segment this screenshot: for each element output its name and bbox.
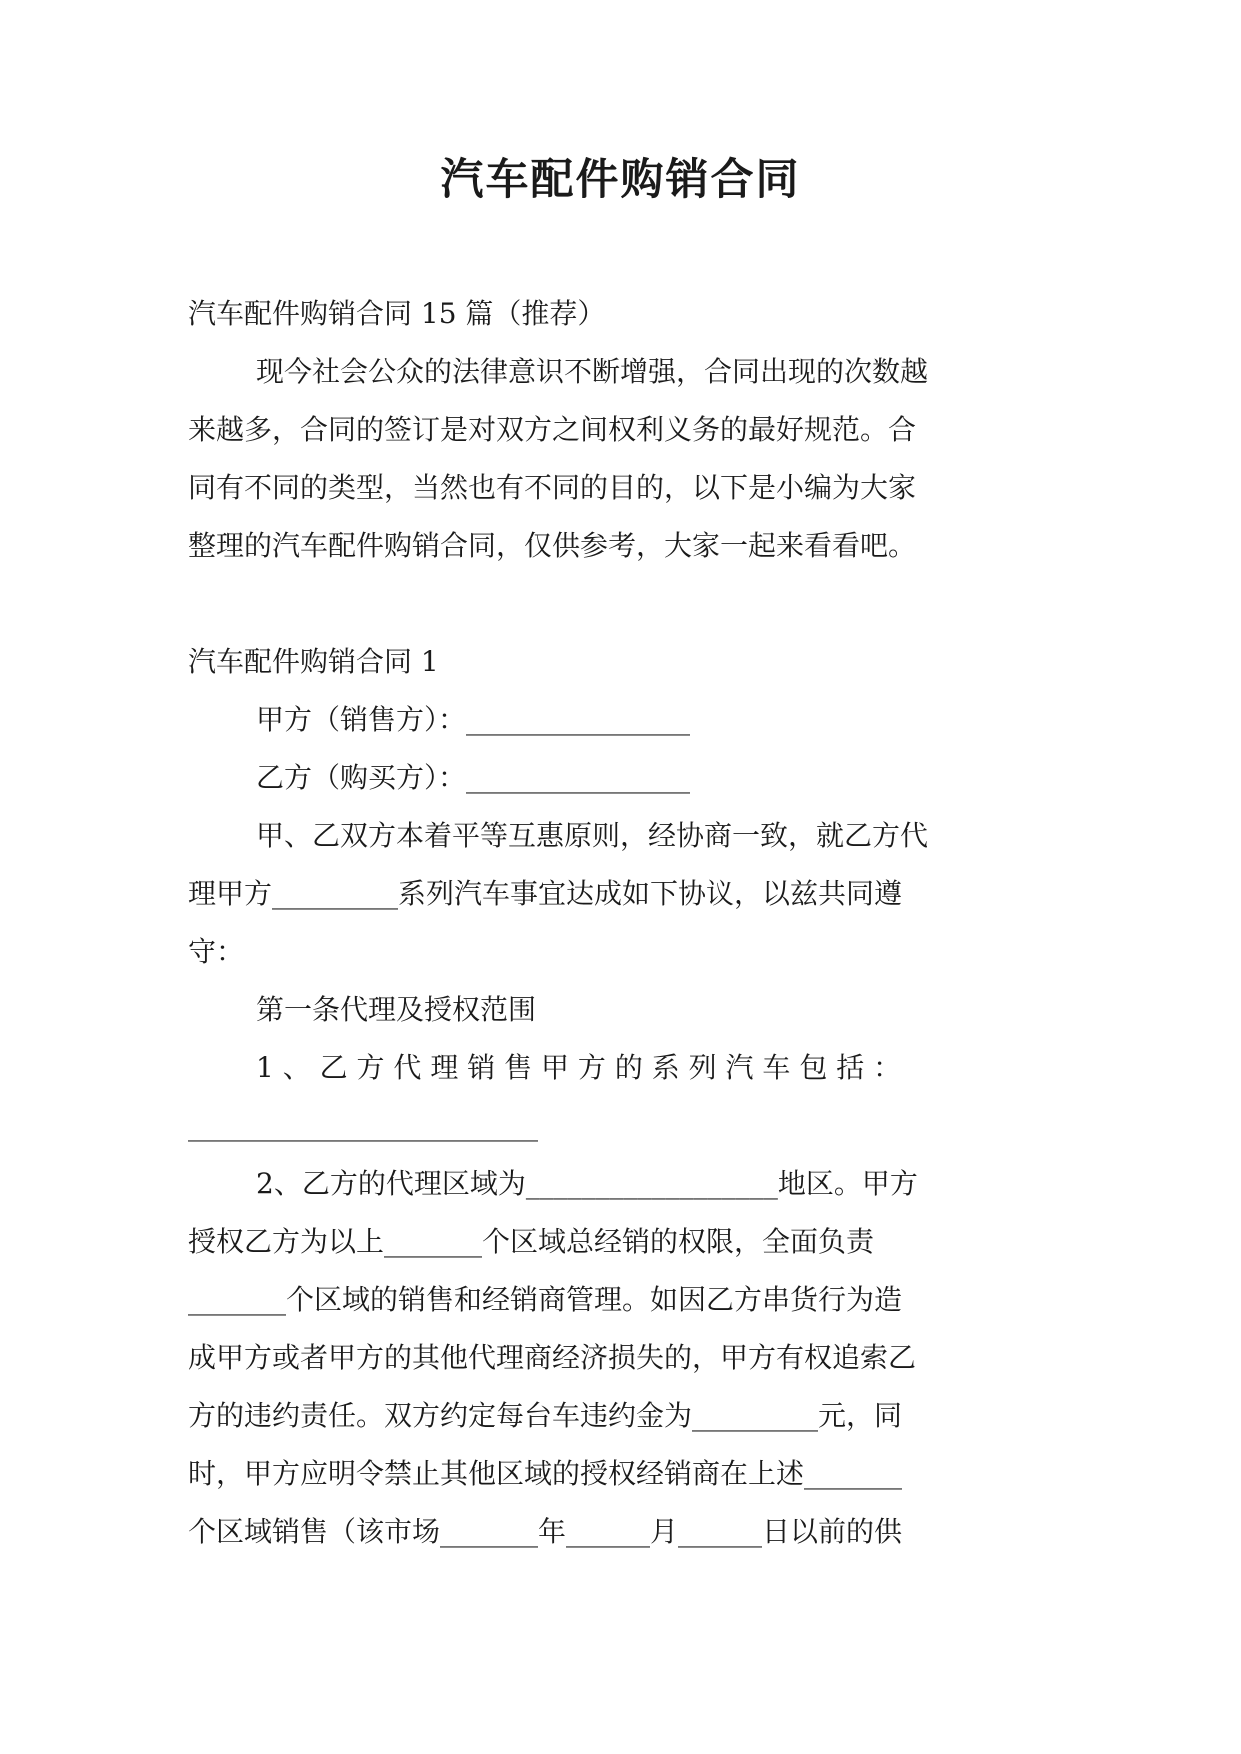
intro-paragraph-line: 来越多，合同的签订是对双方之间权利义务的最好规范。合 xyxy=(188,413,917,446)
article-heading: 第一条代理及授权范围 xyxy=(256,993,537,1026)
clause-line: 方的违约责任。双方约定每台车违约金为_________元，同 xyxy=(188,1399,903,1432)
subtitle-line: 汽车配件购销合同 15 篇（推荐） xyxy=(188,297,606,330)
party-b-line: 乙方（购买方）：________________ xyxy=(256,761,691,794)
paragraph-gap xyxy=(188,575,1050,633)
preamble-line: 守： xyxy=(188,935,245,968)
party-a-line: 甲方（销售方）：________________ xyxy=(256,703,691,736)
clause-line: 2、乙方的代理区域为__________________地区。甲方 xyxy=(256,1167,918,1200)
preamble-line: 甲、乙双方本着平等互惠原则，经协商一致，就乙方代 xyxy=(256,819,929,852)
clause-blank-line: _________________________ xyxy=(188,1109,538,1142)
document-body xyxy=(188,285,1050,1561)
clause-line: _______个区域的销售和经销商管理。如因乙方串货行为造 xyxy=(188,1283,903,1316)
document-title: 汽车配件购销合同 xyxy=(440,155,801,205)
clause-line: 个区域销售（该市场_______年______月______日以前的供 xyxy=(188,1515,903,1548)
clause-line: 授权乙方为以上_______个区域总经销的权限，全面负责 xyxy=(188,1225,875,1258)
intro-paragraph-line: 同有不同的类型，当然也有不同的目的，以下是小编为大家 xyxy=(188,471,917,504)
intro-paragraph-line: 现今社会公众的法律意识不断增强，合同出现的次数越 xyxy=(256,355,929,388)
section-heading: 汽车配件购销合同 1 xyxy=(188,645,439,678)
intro-paragraph-line: 整理的汽车配件购销合同，仅供参考，大家一起来看看吧。 xyxy=(188,529,917,562)
clause-line: 时，甲方应明令禁止其他区域的授权经销商在上述_______ xyxy=(188,1457,903,1490)
clause-line: 1 、 乙 方 代 理 销 售 甲 方 的 系 列 汽 车 包 括 ： xyxy=(256,1051,902,1084)
preamble-line: 理甲方_________系列汽车事宜达成如下协议，以兹共同遵 xyxy=(188,877,903,910)
clause-line: 成甲方或者甲方的其他代理商经济损失的，甲方有权追索乙 xyxy=(188,1341,917,1374)
